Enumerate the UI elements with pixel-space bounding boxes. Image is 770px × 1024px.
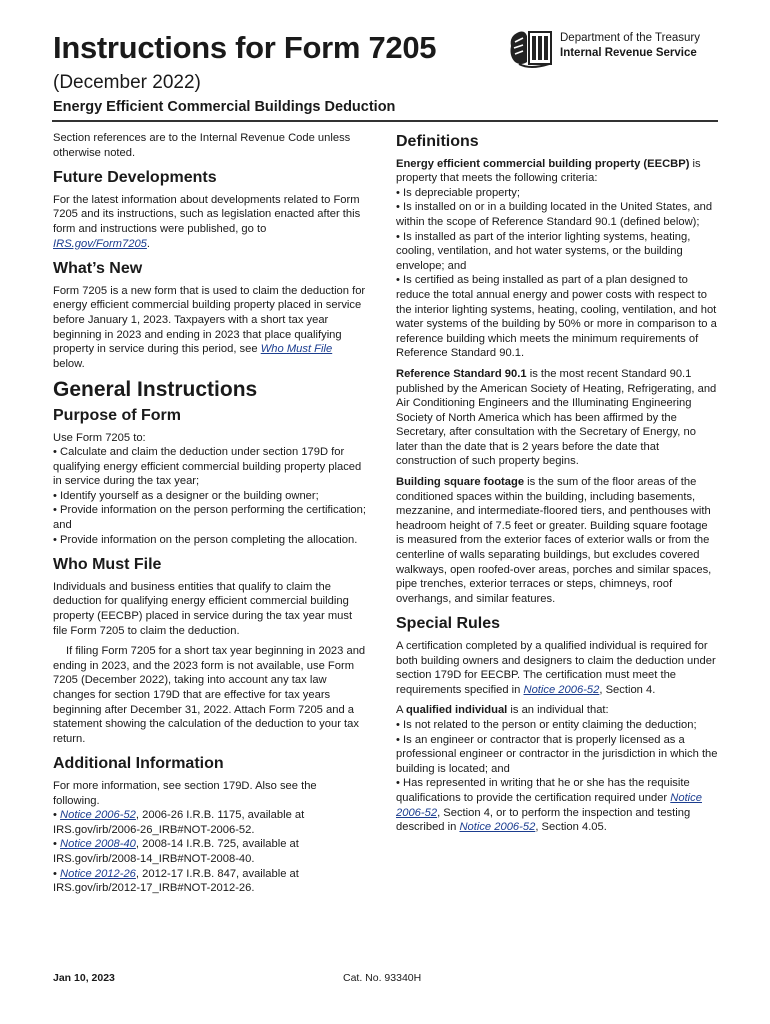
agency-name — [560, 31, 700, 61]
additional-info-lead: For more information, see section 179D. Also see the following. — [53, 779, 317, 807]
notice-link[interactable]: Notice 2006-52 — [396, 791, 702, 819]
list-item: • Calculate and claim the deduction under section 179D for qualifying energy efficient commercial building property placed in service during the tax year; — [53, 445, 366, 489]
special-rules-text: A certification completed by a qualified individual is required for both building owners and designers to claim the deduction under section 179D for EECBP. The certification must meet the requirements specified in Notice 2006-52, Section 4. — [396, 640, 716, 696]
list-item: • Notice 2006-52, 2006-26 I.R.B. 1175, available at IRS.gov/irb/2006-26_IRB#NOT-2006-52. — [53, 808, 366, 837]
purpose-lead: Use Form 7205 to: — [53, 431, 146, 444]
catalog-number: Cat. No. 93340H — [343, 972, 422, 984]
special-rules-heading: Special Rules — [396, 615, 501, 633]
revision-date: (December 2022) — [53, 72, 201, 93]
deduction-name: Energy Efficient Commercial Buildings Deduction — [53, 99, 396, 115]
future-developments-heading: Future Developments — [53, 169, 217, 187]
general-instructions-heading: General Instructions — [53, 378, 258, 402]
agency-bureau: Internal Revenue Service — [560, 47, 697, 59]
list-item: • Identify yourself as a designer or the building owner; — [53, 489, 366, 504]
definitions-heading: Definitions — [396, 133, 479, 150]
who-must-file-link[interactable]: Who Must File — [260, 343, 333, 356]
list-item: • Is installed on or in a building located in the United States, and within the scope of Reference Standard 90.1 (defined below); — [396, 200, 718, 229]
qualified-individual-list — [396, 718, 718, 835]
future-developments-text: For the latest information about developments related to Form 7205 and its instructions, such as legislation enacted after this form and instructions were published, go to IRS.gov/Form7205. — [53, 193, 361, 250]
list-item: • Provide information on the person completing the allocation. — [53, 533, 366, 548]
whats-new-heading: What’s New — [53, 260, 143, 278]
header-rule — [52, 120, 718, 122]
short-year-text: If filing Form 7205 for a short tax year beginning in 2023 and ending in 2023, and the 2023 form is not available, use Form 7205 (December 2022), taking into account any tax law changes for section 179D that are effective for tax years beginning after December 31, 2022. Attach Form 7205 and a statement showing the calculation of the deduction to your tax return. — [53, 645, 366, 745]
page-title: Instructions for Form 7205 — [53, 30, 437, 65]
footer-date: Jan 10, 2023 — [53, 972, 115, 984]
qualified-individual-definition: A qualified individual is an individual that: — [396, 704, 609, 717]
notice-link[interactable]: Notice 2006-52 — [459, 821, 536, 834]
notice-list — [53, 808, 366, 896]
right-column — [396, 131, 718, 841]
whats-new-text: Form 7205 is a new form that is used to claim the deduction for energy efficient commercial building property placed in service before January 1, 2023. Taxpayers with a short tax year beginning in 2023 and ending in 2023 that place qualifying property in service during this period, see Who Must File below. — [53, 284, 366, 370]
purpose-list — [53, 445, 366, 547]
notice-link[interactable]: Notice 2012-26 — [60, 867, 136, 880]
irs-eagle-logo-icon — [505, 28, 555, 70]
list-item: • Is depreciable property; — [396, 186, 718, 201]
list-item: • Provide information on the person performing the certification; and — [53, 503, 366, 532]
purpose-heading: Purpose of Form — [53, 406, 182, 424]
reference-standard-definition: Reference Standard 90.1 is the most recent Standard 90.1 published by the American Society of Heating, Refrigerating, and Air Conditioning Engineers and the Illuminating Engineering Society of North America which has been affirmed by the Secretary, after consultation with the Secretary of Energy, no later than the date that is 2 years before the date that construction of such property begins. — [396, 367, 717, 468]
square-footage-definition: Building square footage is the sum of the floor areas of the conditioned spaces within the building, including basements, mezzanine, and intermediate-floored tiers, and penthouses with headroom height of 7.5 feet or greater. Building square footage is measured from the exterior faces of exterior walls or from the centerline of walls separating buildings, but excludes covered walkways, open roofed-over areas, porches and similar spaces, pipe trenches, exterior terraces or steps, chimneys, roof overhangs, and similar features. — [396, 476, 712, 605]
notice-link[interactable]: Notice 2006-52 — [523, 683, 600, 696]
agency-department: Department of the Treasury — [560, 32, 700, 44]
left-column — [53, 131, 366, 902]
eecbp-criteria-list — [396, 186, 718, 361]
list-item: • Is certified as being installed as part of a plan designed to reduce the total annual energy and power costs with respect to the interior lighting systems, heating, cooling, ventilation, and hot water systems of the building by 50% or more in comparison to a reference building which meets the minimum requirements of Reference Standard 90.1. — [396, 273, 718, 361]
list-item: • Is not related to the person or entity claiming the deduction; — [396, 718, 718, 733]
who-must-file-text: Individuals and business entities that qualify to claim the deduction for qualifying energy efficient commercial building property (EECBP) placed in service during the tax year must file Form 7205 to claim the deduction. — [53, 580, 353, 637]
intro-text: Section references are to the Internal Revenue Code unless otherwise noted. — [53, 132, 351, 159]
list-item: • Notice 2012-26, 2012-17 I.R.B. 847, available at IRS.gov/irb/2012-17_IRB#NOT-2012-26. — [53, 867, 366, 896]
list-item: • Is an engineer or contractor that is properly licensed as a professional engineer or contractor in the jurisdiction in which the building is located; and — [396, 733, 718, 777]
form7205-link[interactable]: IRS.gov/Form7205 — [53, 237, 147, 250]
list-item: • Has represented in writing that he or she has the requisite qualifications to provide the certification required under Notice 2006-52, Section 4, or to perform the inspection and testing described in Notice 2006-52, Section 4.05. — [396, 776, 718, 834]
eecbp-definition: Energy efficient commercial building property (EECBP) is property that meets the following criteria: — [396, 157, 701, 185]
list-item: • Is installed as part of the interior lighting systems, heating, cooling, ventilation, and hot water systems, or the building envelope; and — [396, 230, 718, 274]
notice-link[interactable]: Notice 2008-40 — [60, 838, 136, 851]
notice-link[interactable]: Notice 2006-52 — [60, 809, 136, 822]
who-must-file-heading: Who Must File — [53, 556, 162, 574]
list-item: • Notice 2008-40, 2008-14 I.R.B. 725, available at IRS.gov/irb/2008-14_IRB#NOT-2008-40. — [53, 837, 366, 866]
additional-info-heading: Additional Information — [53, 755, 224, 773]
